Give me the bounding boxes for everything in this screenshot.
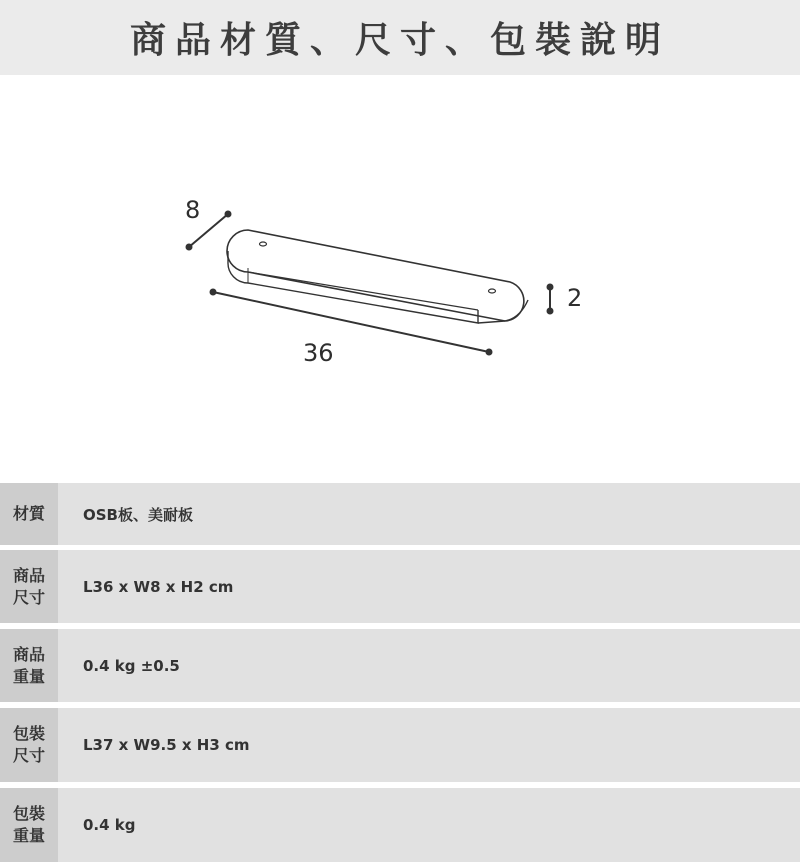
spec-label-line: 重量 [12, 826, 45, 845]
page-header [0, 0, 800, 75]
spec-label-line: 商品 [12, 644, 45, 664]
board-shape [227, 230, 528, 323]
spec-value: OSB板、美耐板 [83, 505, 193, 524]
spec-value: L36 x W8 x H2 cm [83, 577, 234, 596]
spec-row-product-weight [0, 629, 800, 702]
spec-label-line: 尺寸 [12, 587, 45, 607]
spec-label-line: 包裝 [12, 724, 45, 743]
product-illustration [0, 75, 800, 483]
spec-label-line: 材質 [12, 504, 45, 523]
spec-label-line: 重量 [12, 666, 45, 686]
spec-value: L37 x W9.5 x H3 cm [83, 736, 250, 754]
spec-label-line: 包裝 [12, 804, 45, 823]
spec-label-line: 尺寸 [12, 746, 45, 765]
width-label: 8 [185, 196, 201, 224]
spec-row-package-size [0, 708, 800, 782]
spec-value: 0.4 kg [83, 816, 136, 834]
spec-row-package-weight [0, 788, 800, 862]
spec-label [0, 788, 58, 862]
spec-label [0, 629, 58, 702]
product-drawing [0, 75, 800, 483]
spec-label [0, 550, 58, 623]
spec-row-product-size [0, 550, 800, 623]
spec-label-line: 商品 [12, 565, 45, 585]
spec-label [0, 483, 58, 545]
spec-row-material [0, 483, 800, 545]
spec-label [0, 708, 58, 782]
height-dimension-line [547, 284, 554, 315]
height-label: 2 [567, 284, 583, 312]
spec-value: 0.4 kg ±0.5 [83, 656, 180, 675]
page-title: 商品材質、尺寸、包裝說明 [129, 20, 670, 61]
length-label: 36 [303, 339, 334, 367]
